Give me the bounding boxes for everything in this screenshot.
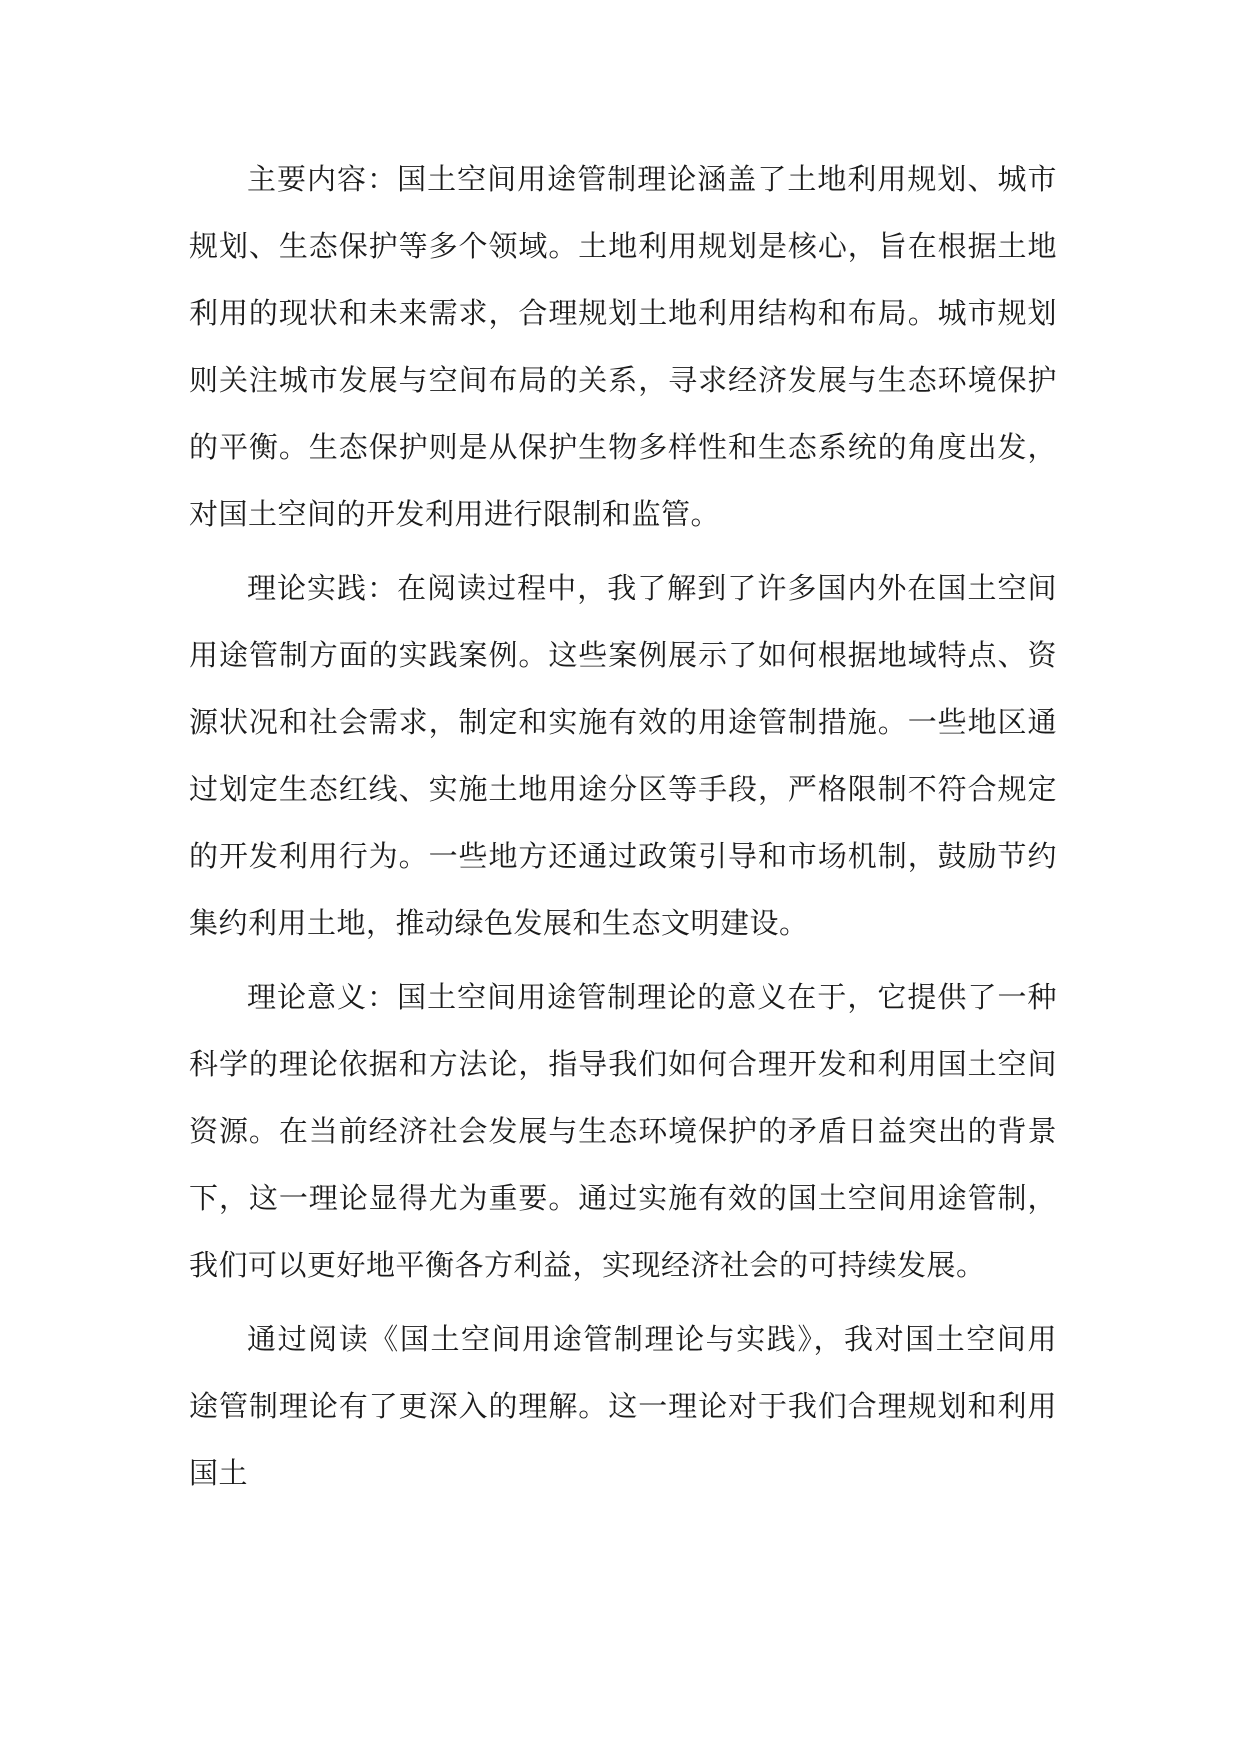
document-body: [189, 146, 1057, 1514]
paragraph-main-content: 主要内容：国土空间用途管制理论涵盖了土地利用规划、城市规划、生态保护等多个领域。土地利用规划是核心，旨在根据土地利用的现状和未来需求，合理规划土地利用结构和布局。城市规划则关注城市发展与空间布局的关系，寻求经济发展与生态环境保护的平衡。生态保护则是从保护生物多样性和生态系统的角度出发，对国土空间的开发利用进行限制和监管。: [189, 162, 1057, 531]
paragraph-theory-significance: 理论意义：国土空间用途管制理论的意义在于，它提供了一种科学的理论依据和方法论，指导我们如何合理开发和利用国土空间资源。在当前经济社会发展与生态环境保护的矛盾日益突出的背景下，这一理论显得尤为重要。通过实施有效的国土空间用途管制，我们可以更好地平衡各方利益，实现经济社会的可持续发展。: [189, 980, 1057, 1282]
paragraph-conclusion: 通过阅读《国土空间用途管制理论与实践》，我对国土空间用途管制理论有了更深入的理解。这一理论对于我们合理规划和利用国土: [189, 1322, 1057, 1490]
paragraph-theory-practice: 理论实践：在阅读过程中，我了解到了许多国内外在国土空间用途管制方面的实践案例。这些案例展示了如何根据地域特点、资源状况和社会需求，制定和实施有效的用途管制措施。一些地区通过划定生态红线、实施土地用途分区等手段，严格限制不符合规定的开发利用行为。一些地方还通过政策引导和市场机制，鼓励节约集约利用土地，推动绿色发展和生态文明建设。: [189, 571, 1057, 940]
